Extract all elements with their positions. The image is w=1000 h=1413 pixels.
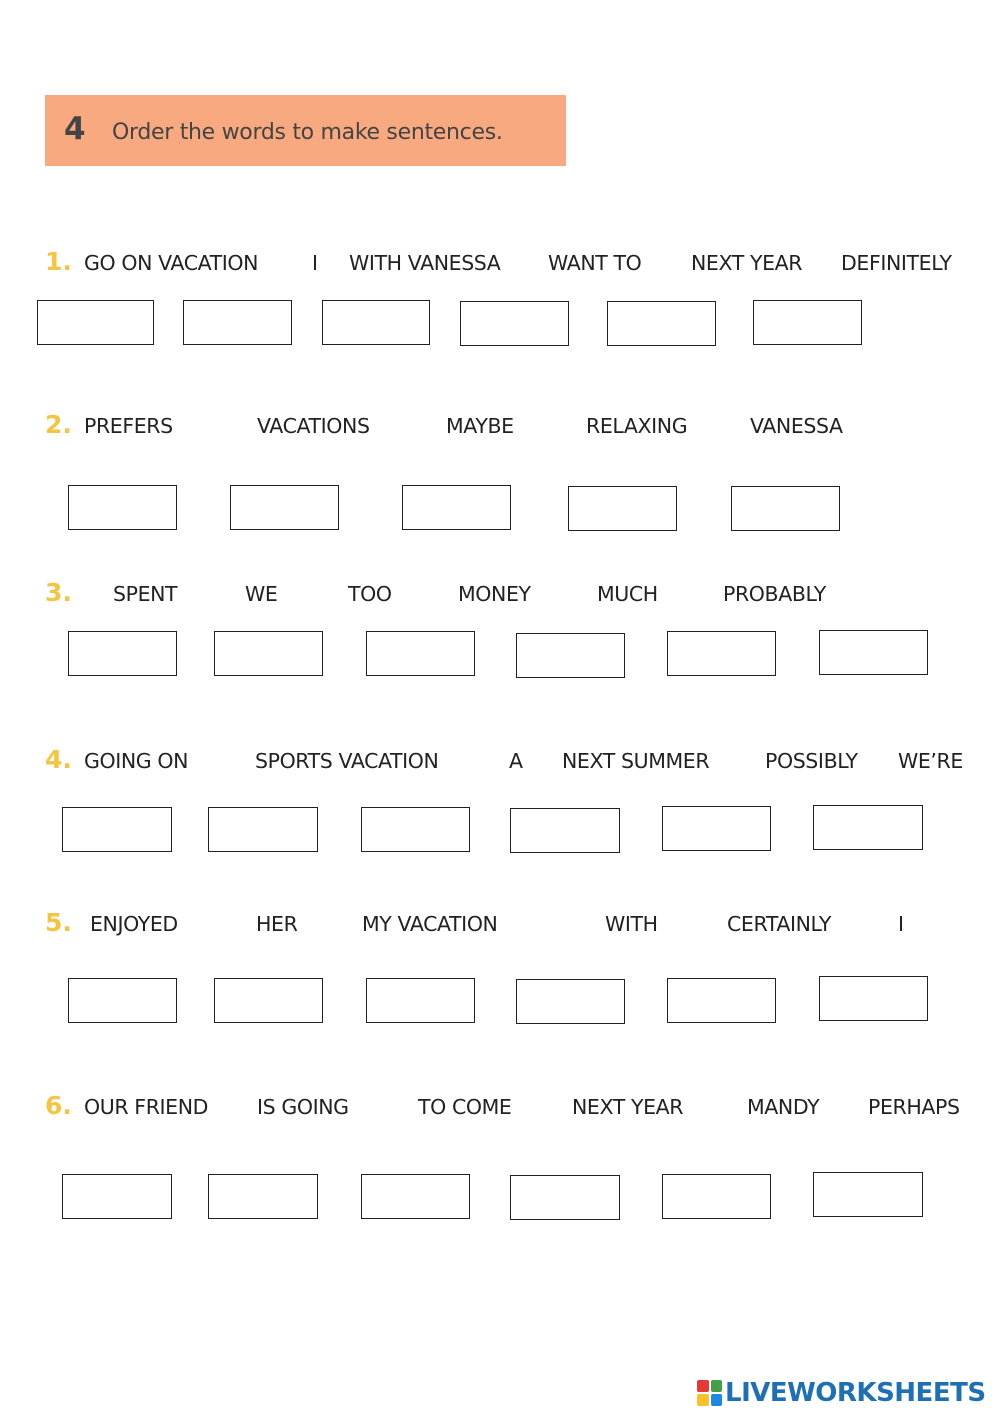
answer-box[interactable] [366, 631, 475, 676]
answer-box[interactable] [607, 301, 716, 346]
word-chip: POSSIBLY [765, 749, 858, 773]
logo-square [711, 1380, 723, 1392]
answer-box[interactable] [214, 631, 323, 676]
answer-box[interactable] [516, 979, 625, 1024]
word-chip: WITH VANESSA [349, 251, 501, 275]
answer-box[interactable] [813, 1172, 923, 1217]
exercise-6-number: 6. [45, 1091, 72, 1120]
word-chip: WITH [605, 912, 658, 936]
word-chip: I [898, 912, 904, 936]
word-chip: MAYBE [446, 414, 514, 438]
exercise-3-number: 3. [45, 578, 72, 607]
word-chip: WE [245, 582, 278, 606]
answer-box[interactable] [68, 631, 177, 676]
answer-box[interactable] [460, 301, 569, 346]
word-chip: I [312, 251, 318, 275]
logo-square [697, 1380, 709, 1392]
word-chip: PERHAPS [868, 1095, 960, 1119]
answer-box[interactable] [361, 807, 470, 852]
exercise-instruction: Order the words to make sentences. [112, 120, 503, 145]
logo-text: LIVEWORKSHEETS [725, 1378, 986, 1408]
answer-box[interactable] [62, 1174, 172, 1219]
logo-square [697, 1394, 709, 1406]
word-chip: WE’RE [898, 749, 963, 773]
word-chip: WANT TO [548, 251, 642, 275]
word-chip: MONEY [458, 582, 531, 606]
word-chip: SPORTS VACATION [255, 749, 439, 773]
answer-box[interactable] [753, 300, 862, 345]
word-chip: NEXT YEAR [691, 251, 803, 275]
answer-box[interactable] [183, 300, 292, 345]
word-chip: MANDY [747, 1095, 820, 1119]
word-chip: VACATIONS [257, 414, 370, 438]
answer-box[interactable] [516, 633, 625, 678]
answer-box[interactable] [68, 485, 177, 530]
answer-box[interactable] [662, 1174, 771, 1219]
answer-box[interactable] [510, 808, 620, 853]
answer-box[interactable] [322, 300, 430, 345]
answer-box[interactable] [813, 805, 923, 850]
answer-box[interactable] [361, 1174, 470, 1219]
word-chip: RELAXING [586, 414, 688, 438]
word-chip: MUCH [597, 582, 658, 606]
answer-box[interactable] [402, 485, 511, 530]
word-chip: SPENT [113, 582, 178, 606]
word-chip: GOING ON [84, 749, 189, 773]
word-chip: VANESSA [750, 414, 843, 438]
word-chip: NEXT YEAR [572, 1095, 684, 1119]
exercise-number: 4 [64, 111, 86, 147]
answer-box[interactable] [68, 978, 177, 1023]
word-chip: PREFERS [84, 414, 173, 438]
word-chip: CERTAINLY [727, 912, 831, 936]
answer-box[interactable] [819, 630, 928, 675]
liveworksheets-logo-icon [697, 1380, 722, 1406]
exercise-1-number: 1. [45, 247, 72, 276]
word-chip: GO ON VACATION [84, 251, 259, 275]
answer-box[interactable] [230, 485, 339, 530]
word-chip: HER [256, 912, 298, 936]
answer-box[interactable] [62, 807, 172, 852]
exercise-5-number: 5. [45, 908, 72, 937]
word-chip: ENJOYED [90, 912, 178, 936]
exercise-2-number: 2. [45, 410, 72, 439]
answer-box[interactable] [37, 300, 154, 345]
answer-box[interactable] [510, 1175, 620, 1220]
answer-box[interactable] [667, 631, 776, 676]
answer-box[interactable] [208, 807, 318, 852]
word-chip: TO COME [418, 1095, 512, 1119]
word-chip: TOO [348, 582, 392, 606]
answer-box[interactable] [214, 978, 323, 1023]
exercise-header [45, 95, 566, 166]
answer-box[interactable] [568, 486, 677, 531]
answer-box[interactable] [667, 978, 776, 1023]
word-chip: NEXT SUMMER [562, 749, 710, 773]
liveworksheets-logo [697, 1377, 986, 1409]
exercise-4-number: 4. [45, 745, 72, 774]
word-chip: DEFINITELY [841, 251, 952, 275]
word-chip: PROBABLY [723, 582, 826, 606]
answer-box[interactable] [208, 1174, 318, 1219]
answer-box[interactable] [366, 978, 475, 1023]
answer-box[interactable] [819, 976, 928, 1021]
logo-square [711, 1394, 723, 1406]
answer-box[interactable] [662, 806, 771, 851]
word-chip: IS GOING [257, 1095, 349, 1119]
answer-box[interactable] [731, 486, 840, 531]
word-chip: MY VACATION [362, 912, 498, 936]
word-chip: OUR FRIEND [84, 1095, 209, 1119]
word-chip: A [509, 749, 523, 773]
